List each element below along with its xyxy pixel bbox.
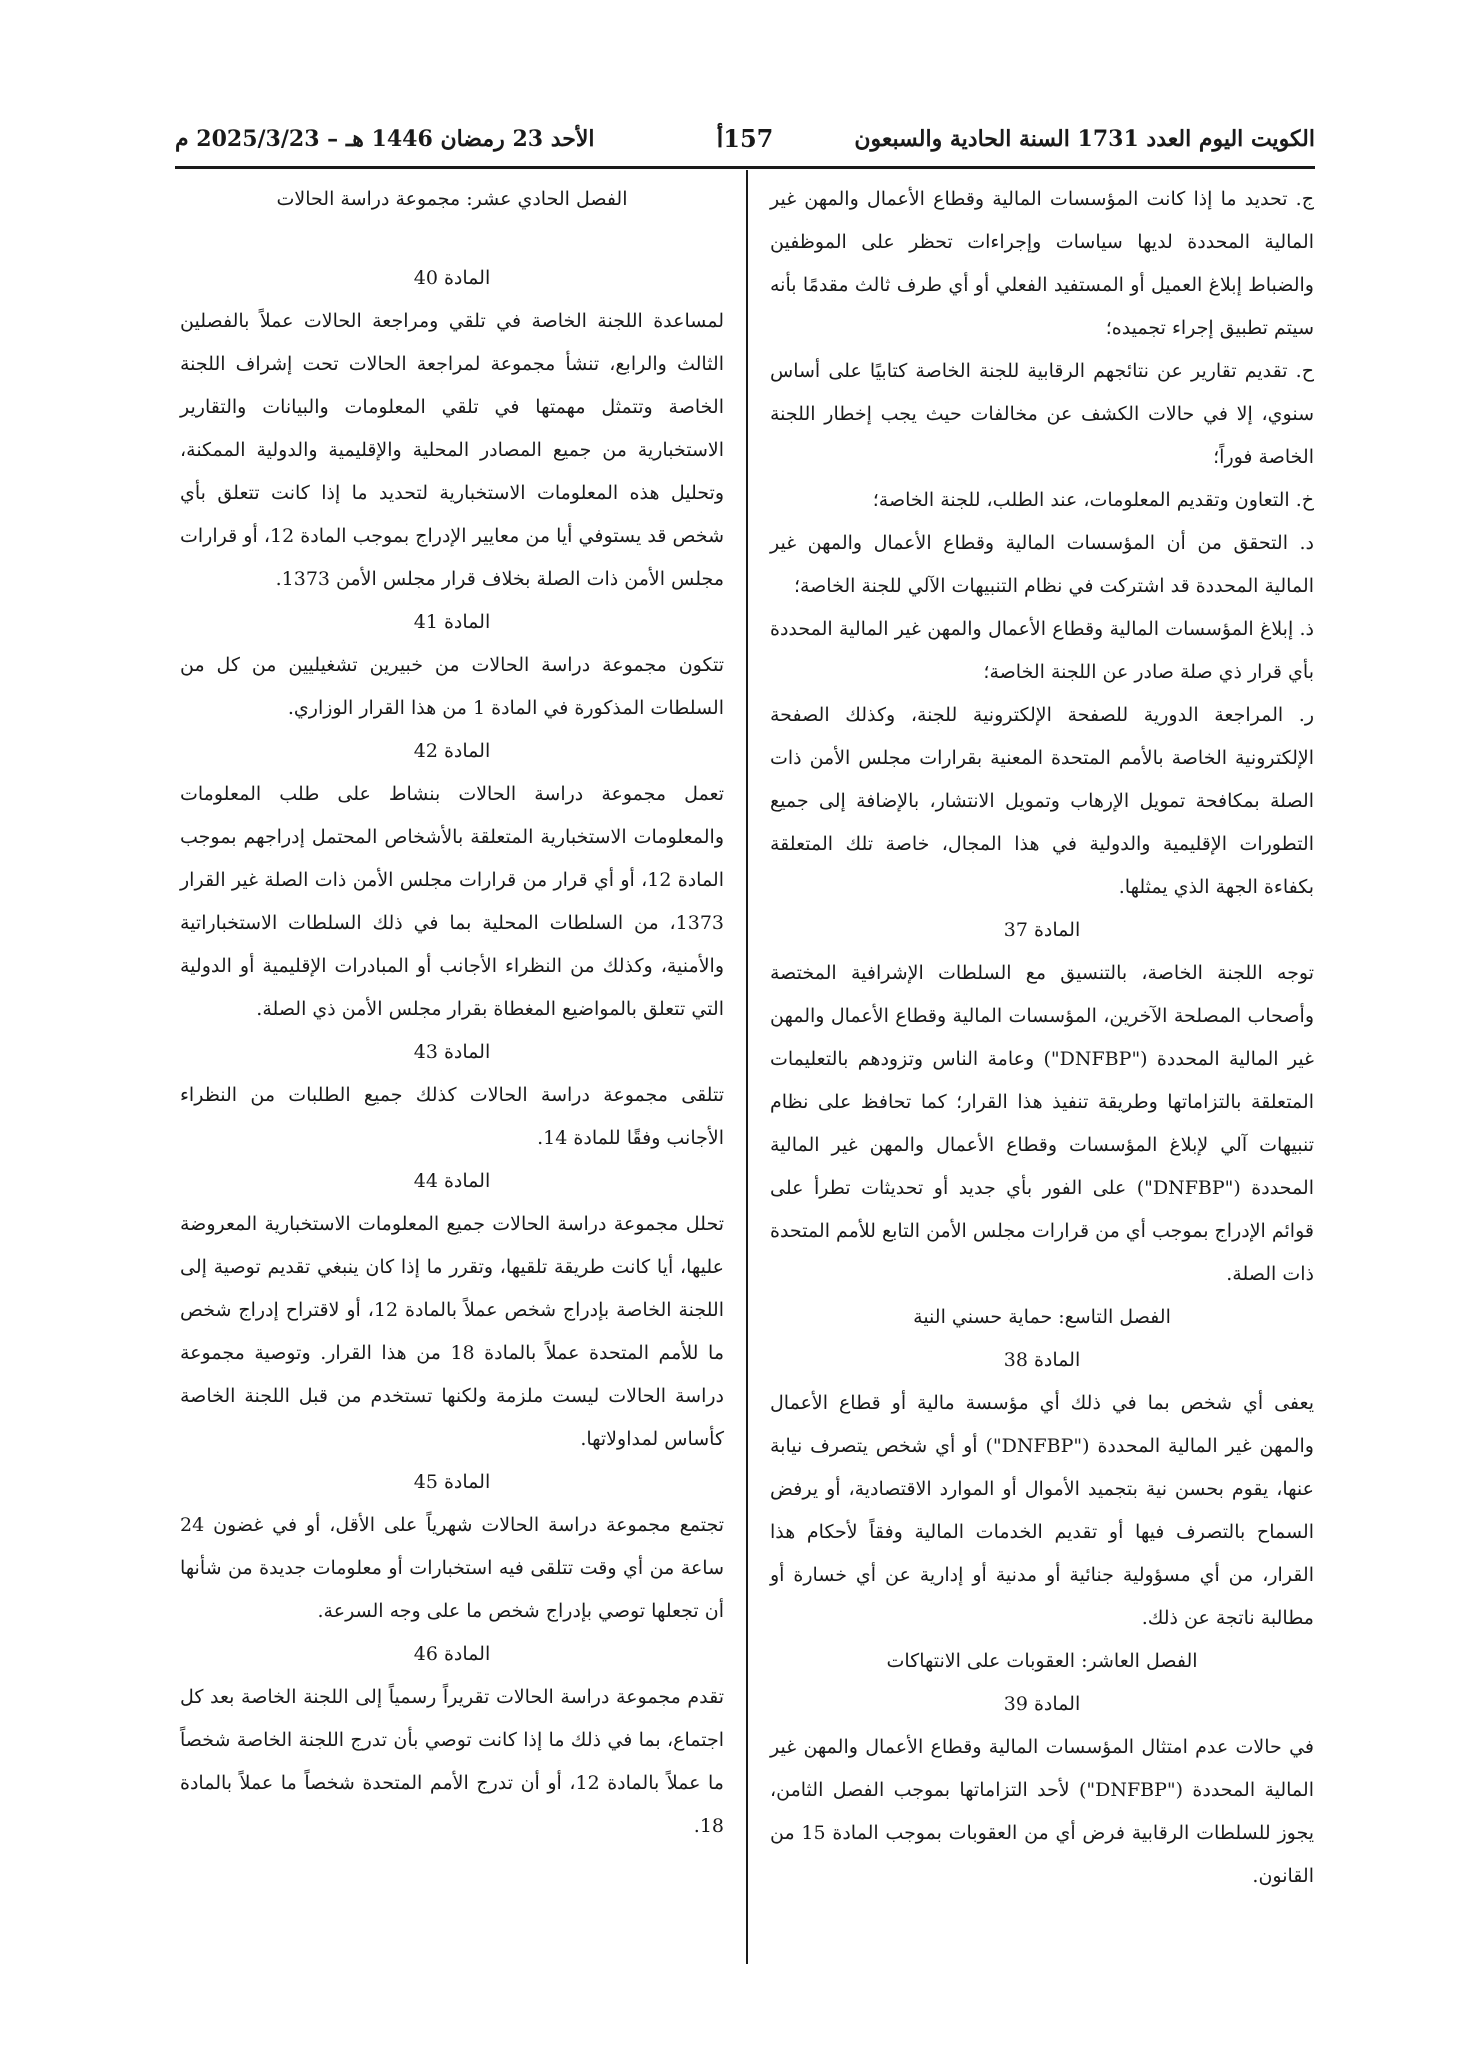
article-37-body: توجه اللجنة الخاصة، بالتنسيق مع السلطات الإشرافية المختصة وأصحاب المصلحة الآخرين، المؤسسات المالية وقطاع الأعمال والمهن غير المالية المحددة ("DNFBP") وعامة الناس وتزودهم بالتعليمات المتعلقة بالتزاماتها وطريقة تنفيذ هذا القرار؛ كما تحافظ على نظام تنبيهات آلي لإبلاغ المؤسسات وقطاع الأعمال والمهن غير المالية المحددة ("DNFBP") على الفور بأي جديد أو تحديثات تطرأ على قوائم الإدراج بموجب أي من قرارات مجلس الأمن التابع للأمم المتحدة ذات الصلة. bbox=[770, 962, 1314, 1285]
publication-info: الكويت اليوم العدد 1731 السنة الحادية والسبعون bbox=[854, 126, 1315, 152]
article-39-body: في حالات عدم امتثال المؤسسات المالية وقطاع الأعمال والمهن غير المالية المحددة ("DNFBP") لأحد التزاماتها بموجب الفصل الثامن، يجوز للسلطات الرقابية فرض أي من العقوبات بموجب المادة 15 من القانون. bbox=[770, 1736, 1315, 1887]
article-42-body: تعمل مجموعة دراسة الحالات بنشاط على طلب المعلومات والمعلومات الاستخبارية المتعلقة بالأشخاص المحتمل إدراجهم بموجب المادة 12، أو أي قرار من قرارات مجلس الأمن ذات الصلة غير القرار 1373، من السلطات المحلية بما في ذلك السلطات الاستخباراتية والأمنية، وكذلك من النظراء الأجانب أو المبادرات الإقليمية أو الدولية التي تتعلق بالمواضيع المغطاة بقرار مجلس الأمن ذي الصلة. bbox=[180, 783, 724, 1020]
clause-raa: ر. المراجعة الدورية للصفحة الإلكترونية للجنة، وكذلك الصفحة الإلكترونية الخاصة بالأمم المتحدة المعنية بقرارات مجلس الأمن ذات الصلة بمكافحة تمويل الإرهاب وتمويل الانتشار، بالإضافة إلى جميع التطورات الإقليمية والدولية في هذا المجال، خاصة تلك المتعلقة بكفاءة الجهة الذي يمثلها. bbox=[770, 704, 1314, 898]
article-41-title: المادة 41 bbox=[413, 611, 491, 633]
chapter-11-heading: الفصل الحادي عشر: مجموعة دراسة الحالات bbox=[276, 188, 628, 210]
article-44-body: تحلل مجموعة دراسة الحالات جميع المعلومات الاستخبارية المعروضة عليها، أيا كانت طريقة تلقيها، وتقرر ما إذا كان ينبغي تقديم توصية إلى اللجنة الخاصة بإدراج شخص عملاً بالمادة 12، أو لاقتراح إدراج شخص ما للأمم المتحدة عملاً بالمادة 18 من هذا القرار. وتوصية مجموعة دراسة الحالات ليست ملزمة ولكنها تستخدم من قبل اللجنة الخاصة كأساس لمداولاتها. bbox=[180, 1213, 725, 1450]
page-number: 157أ bbox=[716, 124, 774, 153]
clause-thal: ذ. إبلاغ المؤسسات المالية وقطاع الأعمال والمهن غير المالية المحددة بأي قرار ذي صلة صادر عن اللجنة الخاصة؛ bbox=[770, 618, 1314, 683]
article-46-title: المادة 46 bbox=[413, 1643, 491, 1665]
clause-khaa: خ. التعاون وتقديم المعلومات، عند الطلب، للجنة الخاصة؛ bbox=[872, 489, 1314, 511]
chapter-10-heading: الفصل العاشر: العقوبات على الانتهاكات bbox=[886, 1650, 1198, 1672]
article-44-title: المادة 44 bbox=[413, 1170, 491, 1192]
article-45-title: المادة 45 bbox=[413, 1471, 491, 1493]
column-divider bbox=[746, 170, 748, 1964]
right-column bbox=[770, 178, 1314, 1898]
article-42-title: المادة 42 bbox=[413, 740, 491, 762]
article-40-title: المادة 40 bbox=[413, 267, 491, 289]
article-45-body: تجتمع مجموعة دراسة الحالات شهرياً على الأقل، أو في غضون 24 ساعة من أي وقت تتلقى فيه استخبارات أو معلومات جديدة من شأنها أن تجعلها توصي بإدراج شخص ما على وجه السرعة. bbox=[180, 1514, 724, 1622]
clause-jeem: ج. تحديد ما إذا كانت المؤسسات المالية وقطاع الأعمال والمهن غير المالية المحددة لديها سياسات وإجراءات تحظر على الموظفين والضباط إبلاغ العميل أو المستفيد الفعلي أو أي طرف ثالث مقدمًا بأنه سيتم تطبيق إجراء تجميده؛ bbox=[770, 188, 1314, 339]
article-38-body: يعفى أي شخص بما في ذلك أي مؤسسة مالية أو قطاع الأعمال والمهن غير المالية المحددة ("DNFBP") أو أي شخص يتصرف نيابة عنها، يقوم بحسن نية بتجميد الأموال أو الموارد الاقتصادية، أو يرفض السماح بالتصرف فيها أو تقديم الخدمات المالية وفقاً لأحكام هذا القرار، من أي مسؤولية جنائية أو مدنية أو إدارية عن أي خسارة أو مطالبة ناتجة عن ذلك. bbox=[770, 1392, 1314, 1629]
article-38-title: المادة 38 bbox=[1003, 1349, 1081, 1371]
left-column bbox=[180, 178, 724, 1848]
issue-date: الأحد 23 رمضان 1446 هـ – 2025/3/23 م bbox=[175, 126, 595, 152]
article-41-body: تتكون مجموعة دراسة الحالات من خبيرين تشغيليين من كل من السلطات المذكورة في المادة 1 من هذا القرار الوزاري. bbox=[180, 654, 724, 719]
page-header bbox=[175, 118, 1315, 169]
clause-dal: د. التحقق من أن المؤسسات المالية وقطاع الأعمال والمهن غير المالية المحددة قد اشتركت في نظام التنبيهات الآلي للجنة الخاصة؛ bbox=[770, 532, 1314, 597]
clause-haa: ح. تقديم تقارير عن نتائجهم الرقابية للجنة الخاصة كتابيًا على أساس سنوي، إلا في حالات الكشف عن مخالفات حيث يجب إخطار اللجنة الخاصة فوراً؛ bbox=[770, 360, 1314, 468]
article-43-title: المادة 43 bbox=[413, 1041, 491, 1063]
article-37-title: المادة 37 bbox=[1003, 919, 1081, 941]
article-46-body: تقدم مجموعة دراسة الحالات تقريراً رسمياً إلى اللجنة الخاصة بعد كل اجتماع، بما في ذلك ما إذا كانت توصي بأن تدرج اللجنة الخاصة شخصاً ما عملاً بالمادة 12، أو أن تدرج الأمم المتحدة شخصاً ما عملاً بالمادة 18. bbox=[180, 1686, 724, 1837]
article-39-title: المادة 39 bbox=[1003, 1693, 1081, 1715]
chapter-9-heading: الفصل التاسع: حماية حسني النية bbox=[913, 1306, 1171, 1328]
article-43-body: تتلقى مجموعة دراسة الحالات كذلك جميع الطلبات من النظراء الأجانب وفقًا للمادة 14. bbox=[180, 1084, 724, 1149]
article-40-body: لمساعدة اللجنة الخاصة في تلقي ومراجعة الحالات عملاً بالفصلين الثالث والرابع، تنشأ مجموعة لمراجعة الحالات تحت إشراف اللجنة الخاصة وتتمثل مهمتها في تلقي المعلومات والبيانات والتقارير الاستخبارية من جميع المصادر المحلية والإقليمية والدولية الممكنة، وتحليل هذه المعلومات الاستخبارية لتحديد ما إذا كانت تتعلق بأي شخص قد يستوفي أيا من معايير الإدراج بموجب المادة 12، أو قرارات مجلس الأمن ذات الصلة بخلاف قرار مجلس الأمن 1373. bbox=[180, 310, 724, 590]
